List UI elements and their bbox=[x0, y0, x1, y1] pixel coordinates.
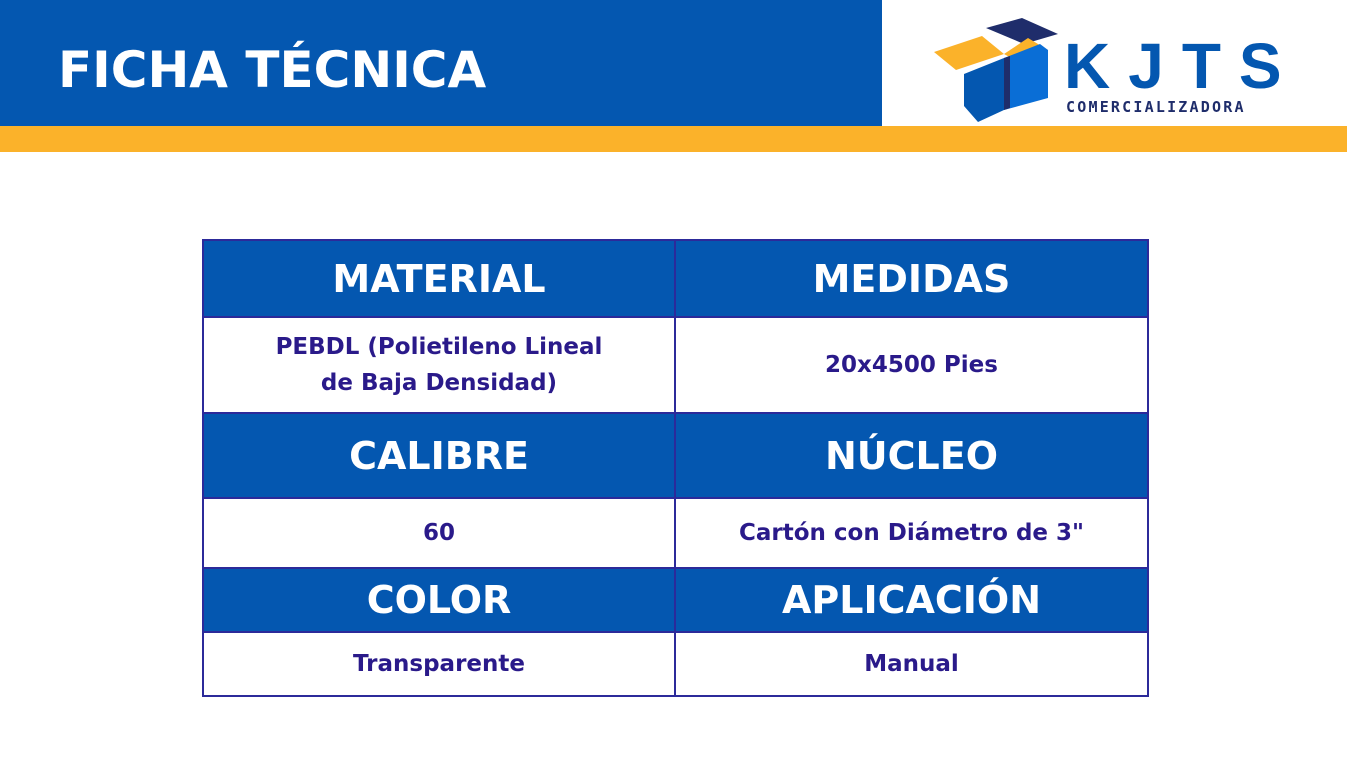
value-cell-nucleo: Cartón con Diámetro de 3" bbox=[675, 498, 1148, 568]
value-cell-aplicacion: Manual bbox=[675, 632, 1148, 696]
header-cell-color: COLOR bbox=[203, 568, 675, 632]
table-row bbox=[203, 568, 1148, 632]
table-row bbox=[203, 632, 1148, 696]
material-value: PEBDL (Polietileno Lineal de Baja Densidad) bbox=[275, 334, 603, 396]
open-box-icon bbox=[930, 14, 1070, 126]
value-cell-color: Transparente bbox=[203, 632, 675, 696]
table-row bbox=[203, 240, 1148, 317]
header-cell-aplicacion: APLICACIÓN bbox=[675, 568, 1148, 632]
header-cell-material: MATERIAL bbox=[203, 240, 675, 317]
spec-table bbox=[202, 239, 1149, 697]
table-row bbox=[203, 317, 1148, 413]
accent-stripe bbox=[0, 126, 1347, 152]
header-cell-calibre: CALIBRE bbox=[203, 413, 675, 498]
value-cell-calibre: 60 bbox=[203, 498, 675, 568]
value-cell-material bbox=[203, 317, 675, 413]
table-row bbox=[203, 498, 1148, 568]
header-bar bbox=[0, 0, 882, 126]
logo-letters: KJTS bbox=[1064, 30, 1300, 102]
header-cell-medidas: MEDIDAS bbox=[675, 240, 1148, 317]
logo-subtitle: COMERCIALIZADORA bbox=[1066, 98, 1246, 116]
page-title: FICHA TÉCNICA bbox=[58, 41, 487, 99]
table-row bbox=[203, 413, 1148, 498]
header-cell-nucleo: NÚCLEO bbox=[675, 413, 1148, 498]
value-cell-medidas: 20x4500 Pies bbox=[675, 317, 1148, 413]
company-logo bbox=[930, 14, 1300, 126]
